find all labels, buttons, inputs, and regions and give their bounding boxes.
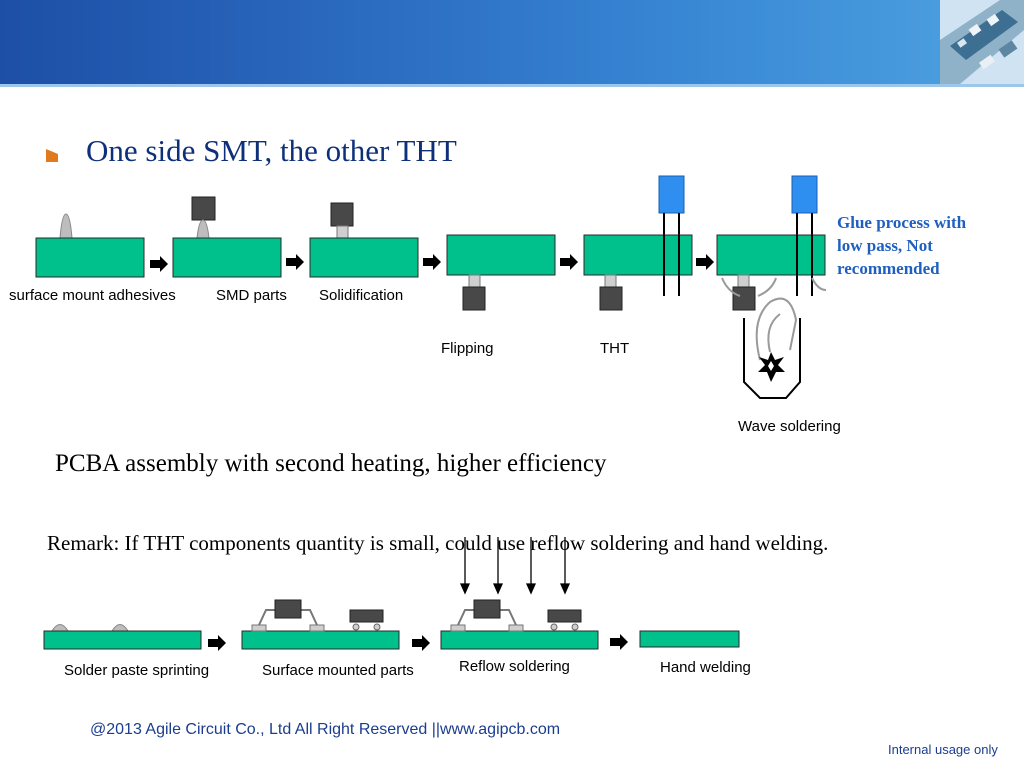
arrow-icon <box>412 635 430 651</box>
step-solidification-graphic <box>310 203 418 277</box>
step-smd-graphic <box>173 197 281 277</box>
arrow-icon <box>208 635 226 651</box>
step-label-tht: THT <box>600 340 630 357</box>
step-flipping-graphic <box>447 235 555 310</box>
arrow-icon <box>560 254 578 270</box>
bottom-step-hand-graphic <box>640 631 739 647</box>
glue-note <box>837 211 966 280</box>
step-label-flipping: Flipping <box>441 340 494 357</box>
step-label-wave: Wave soldering <box>738 418 841 435</box>
bottom-label-hand: Hand welding <box>660 659 751 676</box>
arrow-icon <box>423 254 441 270</box>
bottom-label-reflow: Reflow soldering <box>459 658 570 675</box>
footer-copyright: @2013 Agile Circuit Co., Ltd All Right Reserved ||www.agipcb.com <box>90 721 561 738</box>
step-label-smd: SMD parts <box>216 287 287 304</box>
internal-usage-label: Internal usage only <box>888 742 998 757</box>
step-tht-graphic <box>584 176 692 310</box>
arrow-icon <box>150 256 168 272</box>
bottom-step-paste-graphic <box>44 625 201 650</box>
arrow-icon <box>286 254 304 270</box>
step-label-solidification: Solidification <box>319 287 404 304</box>
step-label-adhesives: surface mount adhesives <box>9 287 176 304</box>
subtitle: PCBA assembly with second heating, higher efficiency <box>55 450 607 477</box>
remark-text: Remark: If THT components quantity is small, could use reflow soldering and hand welding. <box>47 531 829 555</box>
flame-icon <box>758 352 785 382</box>
step-wave-graphic <box>717 176 826 398</box>
step-adhesives-graphic <box>36 214 144 277</box>
arrow-icon <box>696 254 714 270</box>
arrow-icon <box>610 634 628 650</box>
glue-note-line: low pass, Not <box>837 236 933 255</box>
glue-note-line: Glue process with <box>837 213 967 232</box>
bottom-step-smt-graphic <box>242 600 399 649</box>
slide-title: One side SMT, the other THT <box>86 133 457 168</box>
bottom-label-smt: Surface mounted parts <box>262 662 414 679</box>
glue-note-line: recommended <box>837 259 940 278</box>
bottom-label-paste: Solder paste sprinting <box>64 662 210 679</box>
